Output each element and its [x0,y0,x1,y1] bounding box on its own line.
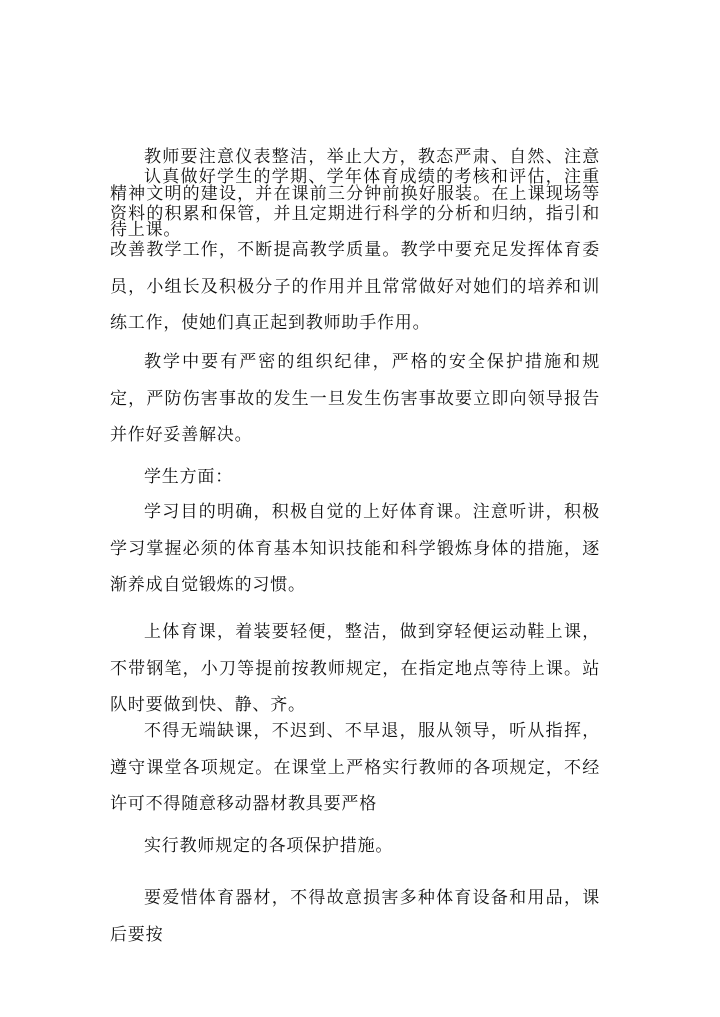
paragraph-student-heading: 学生方面： [144,467,233,487]
paragraph-attire: 上体育课，着装要轻便，整洁，做到穿轻便运动鞋上课，不带钢笔，小刀等提前按教师规定，在指定地点等待上课。站队时要做到快、静、齐。 [110,622,600,715]
paragraph-attendance: 不得无端缺课，不迟到、不早退，服从领导，听从指挥，遵守课堂各项规定。在课堂上严格实行教师的各项规定，不经许可不得随意移动器材教具要严格 [110,721,600,814]
document-page [110,0,600,1017]
paragraph-teacher-appearance: 教师要注意仪表整洁，举止大方，教态严肃、自然、注意精神文明的建设，并在课前三分钟前换好服装。在上课现场等待上课。 [110,147,600,240]
paragraph-learning-goals: 学习目的明确，积极自觉的上好体育课。注意听讲，积极学习掌握必须的体育基本知识技能和科学锻炼身体的措施，逐渐养成自觉锻炼的习惯。 [110,502,600,595]
paragraph-assessment: 认真做好学生的学期、学年体育成绩的考核和评估，注重资料的积累和保管，并且定期进行科学的分析和归纳，指引和改善教学工作，不断提高教学质量。教学中要充足发挥体育委员，小组长及积极分子的作用并且常常做好对她们的培养和训练工作，使她们真正起到教师助手作用。 [110,167,600,333]
paragraph-safety: 教学中要有严密的组织纪律，严格的安全保护措施和规定，严防伤害事故的发生一旦发生伤害事故要立即向领导报告并作好妥善解决。 [110,352,600,445]
paragraph-protection: 实行教师规定的各项保护措施。 [144,836,394,856]
paragraph-equipment: 要爱惜体育器材，不得故意损害多种体育设备和用品，课后要按 [110,888,600,945]
